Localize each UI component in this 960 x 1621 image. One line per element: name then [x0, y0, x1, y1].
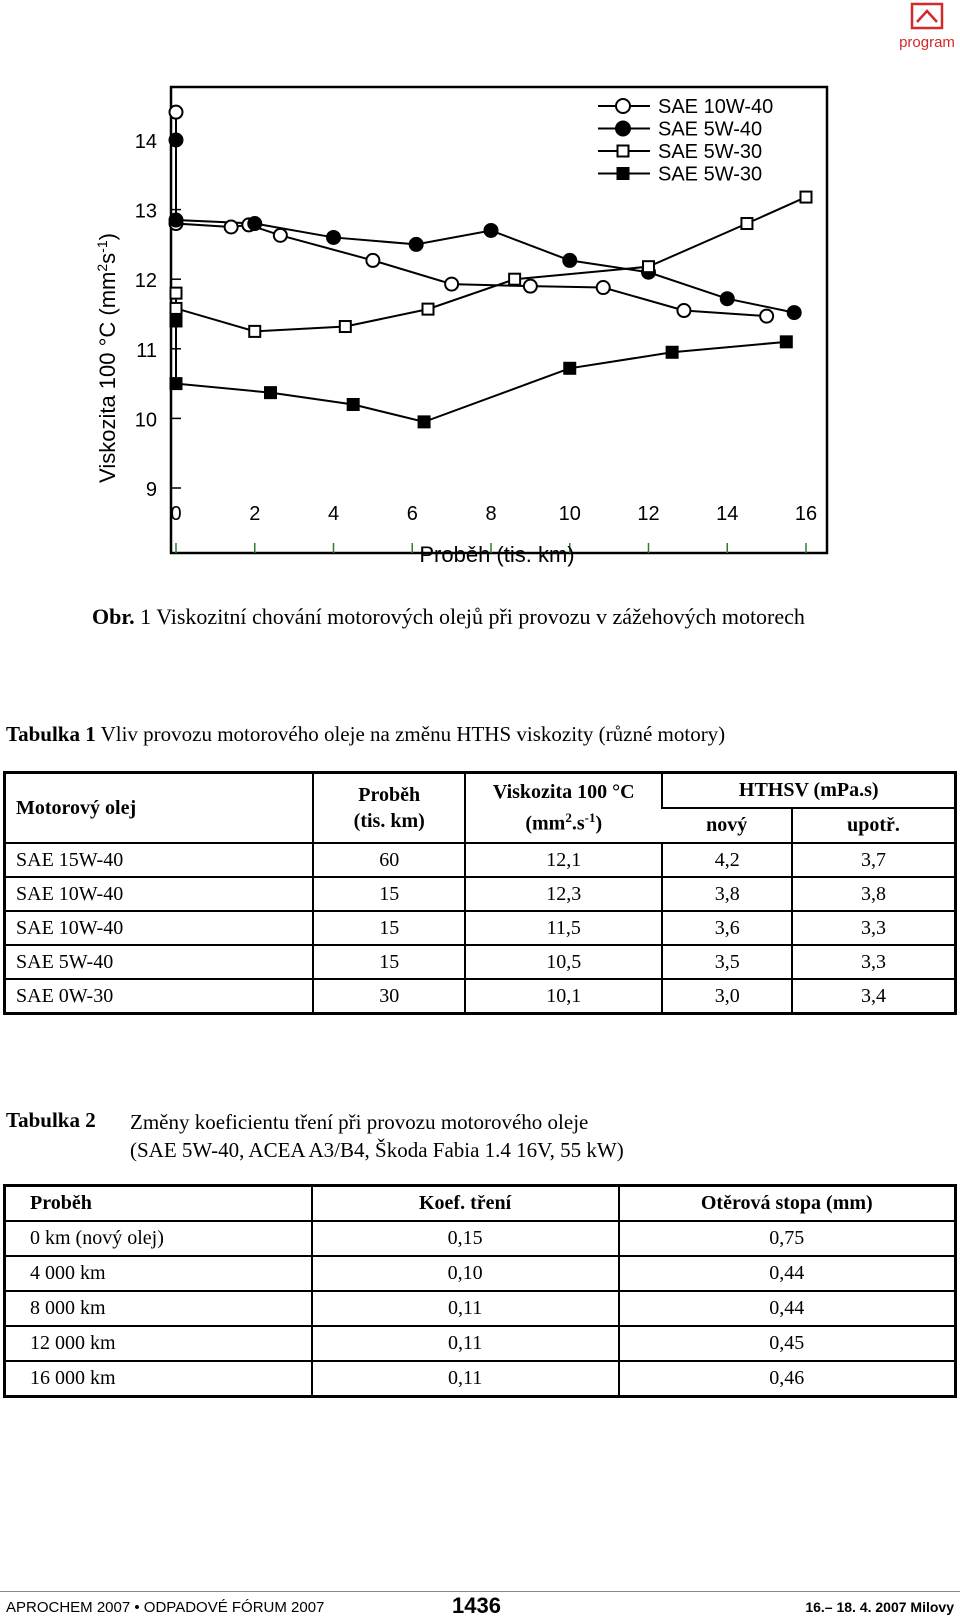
- data-point: [801, 192, 812, 203]
- table2-row: [5, 1326, 956, 1361]
- program-logo[interactable]: [897, 2, 957, 51]
- table1-row: [5, 843, 956, 877]
- page-footer: [0, 1591, 960, 1621]
- table-cell: 0,10: [312, 1256, 619, 1291]
- table2-row: [5, 1221, 956, 1256]
- table1-row: [5, 979, 956, 1014]
- table1-row: [5, 877, 956, 911]
- data-point: [419, 416, 430, 427]
- x-tick-label: 0: [170, 503, 182, 525]
- data-point: [643, 261, 654, 272]
- table-cell: 16 000 km: [30, 1367, 116, 1389]
- table-cell: SAE 10W-40: [5, 911, 314, 945]
- table-cell: 3,7: [792, 843, 956, 877]
- caption-label: Obr.: [92, 604, 135, 629]
- table2-row: [5, 1256, 956, 1291]
- table1-title: [6, 722, 725, 747]
- table-cell: 15: [313, 877, 465, 911]
- data-point: [509, 274, 520, 285]
- x-tick-label: 8: [485, 503, 497, 525]
- table-cell: 0,46: [619, 1361, 956, 1397]
- data-point: [616, 99, 630, 113]
- data-point: [721, 292, 734, 305]
- table2-caption-line1: Změny koeficientu tření při provozu motorového oleje: [130, 1110, 589, 1134]
- x-tick-label: 10: [558, 503, 581, 525]
- table2-label: Tabulka 2: [6, 1108, 96, 1132]
- data-point: [348, 399, 359, 410]
- data-point: [618, 168, 629, 179]
- table-cell: 10,1: [465, 979, 662, 1014]
- table-cell: 0,45: [619, 1326, 956, 1361]
- data-point: [616, 122, 630, 136]
- table-cell: SAE 0W-30: [16, 984, 114, 1007]
- table1-caption: Vliv provozu motorového oleje na změnu HTHS viskozity (různé motory): [95, 722, 726, 746]
- data-point: [265, 387, 276, 398]
- data-point: [445, 278, 458, 291]
- table-cell: 0,44: [619, 1291, 956, 1326]
- table-cell: 8 000 km: [5, 1291, 312, 1326]
- data-point: [563, 254, 576, 267]
- table-cell: 3,8: [662, 877, 792, 911]
- data-point: [340, 321, 351, 332]
- header-wear: Otěrová stopa (mm): [619, 1186, 956, 1222]
- data-point: [249, 326, 260, 337]
- y-axis-label: Viskozita 100 °C $(mm^2s^{-1})$: [94, 233, 120, 483]
- viscosity-chart: [0, 70, 960, 595]
- data-point: [788, 306, 801, 319]
- header-used: upotř.: [792, 808, 956, 843]
- table2-row: [5, 1361, 956, 1397]
- data-point: [760, 310, 773, 323]
- footer-date: 16.– 18. 4. 2007 Milovy: [805, 1599, 954, 1615]
- page-number: 1436: [452, 1593, 501, 1618]
- table-cell: 11,5: [465, 911, 662, 945]
- table-cell: 60: [313, 843, 465, 877]
- data-point: [564, 363, 575, 374]
- header-run: Proběh: [5, 1186, 312, 1222]
- data-point: [171, 288, 182, 299]
- data-point: [485, 224, 498, 237]
- y-tick-label: 10: [134, 409, 157, 432]
- table-cell: 0,15: [312, 1221, 619, 1256]
- legend-label: SAE 10W-40: [658, 96, 774, 118]
- table-cell: 3,5: [662, 945, 792, 979]
- x-tick-label: 16: [794, 503, 818, 525]
- header-run: Proběh (tis. km): [313, 773, 465, 844]
- data-point: [274, 229, 287, 242]
- header-viscosity: Viskozita 100 °C $(mm^2.s^{-1})$: [465, 773, 662, 844]
- series-line: [176, 197, 806, 331]
- table-cell: 0 km (nový olej): [5, 1221, 312, 1256]
- table1: [3, 771, 957, 1015]
- table-cell: 3,6: [662, 911, 792, 945]
- data-point: [597, 281, 610, 294]
- caption-text: 1 Viskozitní chování motorových olejů při provozu v zážehových motorech: [134, 604, 805, 629]
- table-cell: SAE 15W-40: [5, 843, 314, 877]
- data-point: [327, 231, 340, 244]
- table1-label: Tabulka 1: [6, 722, 96, 746]
- table-cell: 3,0: [662, 979, 792, 1014]
- table-cell: 15: [313, 911, 465, 945]
- table-cell: 3,4: [792, 979, 956, 1014]
- table-cell: 0,11: [312, 1326, 619, 1361]
- table-cell: 3,8: [792, 877, 956, 911]
- data-point: [171, 378, 182, 389]
- table-cell: 3,3: [792, 911, 956, 945]
- table-cell: 12 000 km: [5, 1326, 312, 1361]
- program-label: program: [899, 34, 955, 51]
- data-point: [667, 347, 678, 358]
- data-point: [170, 106, 183, 119]
- table1-row: [5, 911, 956, 945]
- table2-title: [6, 1108, 624, 1162]
- y-tick-label: 13: [134, 200, 157, 223]
- up-arrow-icon: [910, 2, 944, 30]
- data-point: [524, 280, 537, 293]
- footer-event: APROCHEM 2007 • ODPADOVÉ FÓRUM 2007: [6, 1599, 325, 1616]
- x-tick-label: 2: [249, 503, 261, 525]
- data-point: [225, 221, 238, 234]
- data-point: [677, 304, 690, 317]
- data-point: [248, 217, 261, 230]
- legend-label: SAE 5W-30: [658, 163, 763, 186]
- data-point: [410, 238, 423, 251]
- table-cell: 15: [313, 945, 465, 979]
- x-tick-label: 4: [327, 503, 340, 525]
- header-hthsv: HTHSV (mPa.s): [662, 773, 955, 809]
- x-tick-label: 14: [716, 503, 739, 525]
- table-cell: 0,75: [619, 1221, 956, 1256]
- data-point: [170, 134, 183, 147]
- table-cell: 4,2: [662, 843, 792, 877]
- data-point: [171, 315, 182, 326]
- y-tick-label: 12: [134, 270, 157, 293]
- table-cell: 3,3: [792, 945, 956, 979]
- x-tick-label: 12: [637, 503, 660, 525]
- data-point: [366, 254, 379, 267]
- data-point: [741, 218, 752, 229]
- x-tick-label: 6: [406, 503, 418, 525]
- y-tick-label: 11: [136, 339, 157, 362]
- footer-rule: [0, 1591, 960, 1592]
- table2: [3, 1184, 957, 1398]
- figure-caption: [92, 604, 805, 630]
- table-cell: SAE 5W-40: [5, 945, 314, 979]
- table-cell: 0,11: [312, 1291, 619, 1326]
- legend-label: SAE 5W-30: [658, 141, 763, 163]
- y-tick-label: 9: [145, 479, 157, 501]
- table1-row: [5, 945, 956, 979]
- y-tick-label: 14: [134, 131, 157, 153]
- table-cell: 0,11: [312, 1361, 619, 1397]
- header-friction: Koef. tření: [312, 1186, 619, 1222]
- data-point: [781, 336, 792, 347]
- x-axis-label: Proběh (tis. km): [419, 542, 575, 567]
- data-point: [170, 214, 183, 227]
- table-cell: SAE 10W-40: [5, 877, 314, 911]
- table-cell: 12,3: [465, 877, 662, 911]
- table-cell: 4 000 km: [5, 1256, 312, 1291]
- table-cell: 10,5: [465, 945, 662, 979]
- series-line: [176, 321, 786, 422]
- chart-legend: [598, 96, 773, 186]
- table-cell: 12,1: [465, 843, 662, 877]
- header-oil: Motorový olej: [5, 773, 314, 844]
- legend-label: SAE 5W-40: [658, 118, 763, 141]
- table2-row: [5, 1291, 956, 1326]
- table-cell: 0,44: [619, 1256, 956, 1291]
- data-point: [618, 146, 629, 157]
- data-point: [171, 303, 182, 314]
- table-cell: 30: [313, 979, 465, 1014]
- header-new: nový: [662, 808, 792, 843]
- data-point: [423, 304, 434, 315]
- table2-caption-line2: (SAE 5W-40, ACEA A3/B4, Škoda Fabia 1.4 16V, 55 kW): [130, 1138, 624, 1162]
